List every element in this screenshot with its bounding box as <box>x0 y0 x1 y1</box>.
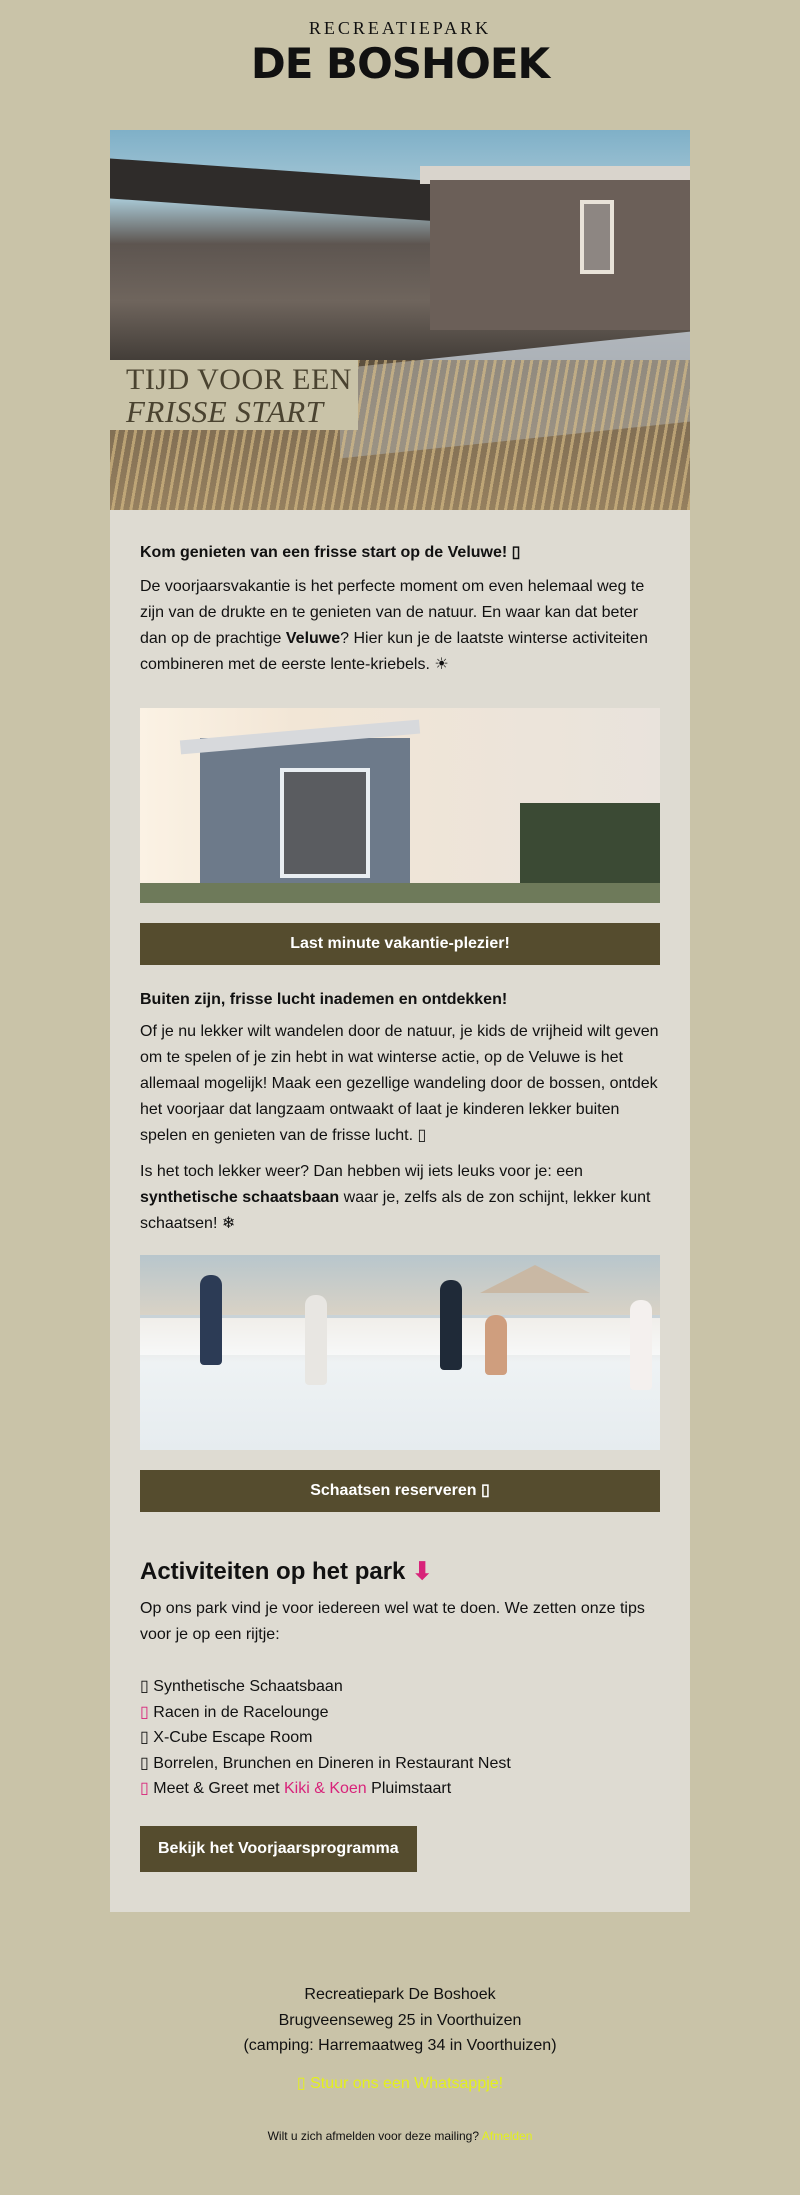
kiki-koen-link[interactable]: Kiki & Koen <box>283 1780 367 1797</box>
arrow-down-icon: ⬇ <box>412 1558 433 1585</box>
intro-text-1: De voorjaarsvakantie is het perfecte moment om even helemaal weg te zijn van de drukte en te genieten van de natuur. En waar kan dat beter dan op de prachtige <box>140 578 645 647</box>
unsubscribe-text: Wilt u zich afmelden voor deze mailing? <box>267 2128 482 2143</box>
vacation-home-image[interactable] <box>140 708 660 903</box>
hero-headline <box>110 360 358 430</box>
emoji-icon: ▯ <box>140 1754 149 1772</box>
parasol <box>480 1265 590 1293</box>
email-header <box>0 0 800 130</box>
skater <box>485 1315 507 1375</box>
emoji-icon: ▯ <box>140 1780 149 1797</box>
activities-list <box>140 1674 660 1802</box>
hero-headline-line2: FRISSE START <box>126 394 324 429</box>
terrace <box>140 883 660 903</box>
activities-heading <box>140 1556 660 1588</box>
logo-title: DE BOSHOEK <box>250 39 550 88</box>
penguin-figure <box>630 1300 652 1390</box>
unsubscribe-line <box>0 2129 800 2143</box>
activities-heading-text: Activiteiten op het park <box>140 1558 406 1585</box>
skating-text-2: waar je, zelfs als de zon schijnt, lekker kunt schaatsen! ❄ <box>140 1189 651 1232</box>
whatsapp-link[interactable]: ▯ Stuur ons een Whatsappje! <box>296 2074 504 2092</box>
book-skating-button[interactable]: Schaatsen reserveren ▯ <box>140 1470 660 1512</box>
footer-camping-address: (camping: Harremaatweg 34 in Voorthuizen) <box>243 2037 557 2054</box>
footer-park-name: Recreatiepark De Boshoek <box>304 1986 496 2003</box>
skating-bold: synthetische schaatsbaan <box>140 1189 340 1206</box>
last-minute-button[interactable]: Last minute vakantie-plezier! <box>140 923 660 965</box>
intro-bold-veluwe: Veluwe <box>285 630 341 647</box>
logo-subtitle: RECREATIEPARK <box>308 18 492 38</box>
skater <box>305 1295 327 1385</box>
footer-address: Brugveenseweg 25 in Voorthuizen <box>278 2011 522 2029</box>
email-card <box>110 130 690 1912</box>
skater <box>200 1275 222 1365</box>
list-item: ▯ Borrelen, Brunchen en Dineren in Restaurant Nest <box>140 1754 511 1772</box>
intro-paragraph <box>140 574 660 678</box>
hero-chalet-window <box>580 200 614 274</box>
intro-text-2: ? Hier kun je de laatste winterse activiteiten combineren met de eerste lente-kriebels. ☀ <box>140 630 648 673</box>
footer <box>0 1982 800 2143</box>
emoji-icon: ▯ <box>140 1729 149 1746</box>
intro-heading: Kom genieten van een frisse start op de Veluwe! ▯ <box>140 544 521 561</box>
list-item: ▯ Meet & Greet met Kiki & Koen Pluimstaart <box>140 1780 452 1797</box>
skating-paragraph <box>140 1159 660 1237</box>
hero-carport-roof <box>110 158 440 221</box>
content <box>110 542 690 1872</box>
emoji-icon: ▯ <box>140 1678 149 1695</box>
activities-intro: Op ons park vind je voor iedereen wel wat te doen. We zetten onze tips voor je op een rijtje: <box>140 1600 645 1643</box>
cabin-window <box>280 768 370 878</box>
list-item: ▯ Racen in de Racelounge <box>140 1703 329 1721</box>
hero-image[interactable] <box>110 130 690 510</box>
list-item: ▯ Synthetische Schaatsbaan <box>140 1678 343 1695</box>
skater <box>440 1280 462 1370</box>
unsubscribe-link[interactable]: Afmelden <box>481 2128 533 2143</box>
spring-program-button[interactable]: Bekijk het Voorjaarsprogramma <box>140 1826 417 1872</box>
outdoor-heading: Buiten zijn, frisse lucht inademen en ontdekken! <box>140 991 508 1008</box>
list-item: ▯ X-Cube Escape Room <box>140 1729 313 1746</box>
outdoor-paragraph: Of je nu lekker wilt wandelen door de natuur, je kids de vrijheid wilt geven om te spelen of je zin hebt in wat winterse actie, op de Veluwe is het allemaal mogelijk! Maak een gezellige wandeling door de bossen, ontdek het voorjaar dat langzaam ontwaakt of laat je kinderen lekker buiten spelen en genieten van de frisse lucht. ▯ <box>140 1023 659 1144</box>
skating-text-1: Is het toch lekker weer? Dan hebben wij iets leuks voor je: een <box>140 1163 583 1180</box>
emoji-icon: ▯ <box>140 1703 149 1721</box>
ice-skating-image[interactable] <box>140 1255 660 1450</box>
hero-chalet <box>430 180 690 330</box>
hero-headline-line1: TIJD VOOR EEN <box>126 363 352 396</box>
